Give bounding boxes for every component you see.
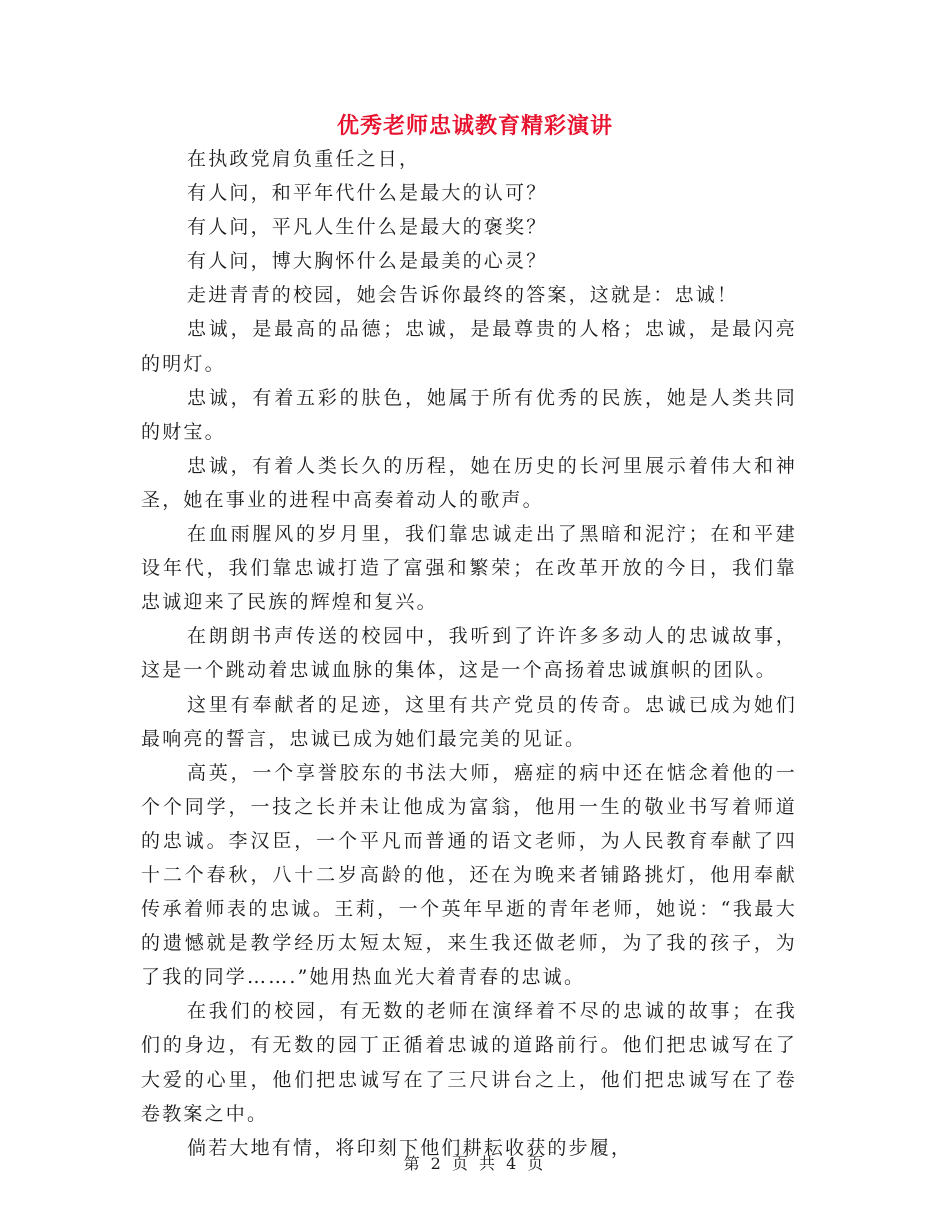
paragraph: 在我们的校园，有无数的老师在演绎着不尽的忠诚的故事；在我们的身边，有无数的园丁正循着忠诚的道路前行。他们把忠诚写在了大爱的心里，他们把忠诚写在了三尺讲台之上，他们把忠诚写在了卷卷教案之中。	[141, 1000, 797, 1125]
paragraph: 倘若大地有情，将印刻下他们耕耘收获的步履，	[187, 1136, 633, 1159]
paragraph: 走进青青的校园，她会告诉你最终的答案，这就是：忠诚！	[187, 284, 739, 307]
document-body	[141, 142, 797, 1165]
paragraph: 忠诚，有着人类长久的历程，她在历史的长河里展示着伟大和神圣，她在事业的进程中高奏着动人的歌声。	[141, 454, 797, 511]
paragraph: 这里有奉献者的足迹，这里有共产党员的传奇。忠诚已成为她们最响亮的誓言，忠诚已成为她们最完美的见证。	[141, 693, 797, 750]
document-title: 优秀老师忠诚教育精彩演讲	[336, 113, 613, 139]
page-footer: 第 2 页 共 4 页	[403, 1154, 547, 1173]
paragraph: 有人问，博大胸怀什么是最美的心灵？	[187, 250, 548, 273]
paragraph: 有人问，和平年代什么是最大的认可？	[187, 182, 548, 205]
paragraph: 在朗朗书声传送的校园中，我听到了许许多多动人的忠诚故事，这是一个跳动着忠诚血脉的集体，这是一个高扬着忠诚旗帜的团队。	[141, 625, 797, 682]
paragraph: 忠诚，是最高的品德；忠诚，是最尊贵的人格；忠诚，是最闪亮的明灯。	[141, 318, 797, 375]
paragraph: 高英，一个享誉胶东的书法大师，癌症的病中还在惦念着他的一个个同学，一技之长并未让他成为富翁，他用一生的敬业书写着师道的忠诚。李汉臣，一个平凡而普通的语文老师，为人民教育奉献了四十二个春秋，八十二岁高龄的他，还在为晚来者铺路挑灯，他用奉献传承着师表的忠诚。王莉，一个英年早逝的青年老师，她说：“我最大的遗憾就是教学经历太短太短，来生我还做老师，为了我的孩子，为了我的同学…….”她用热血光大着青春的忠诚。	[141, 761, 797, 989]
paragraph: 有人问，平凡人生什么是最大的褒奖？	[187, 216, 548, 239]
paragraph: 在执政党肩负重任之日，	[187, 148, 421, 170]
paragraph: 在血雨腥风的岁月里，我们靠忠诚走出了黑暗和泥泞；在和平建设年代，我们靠忠诚打造了富强和繁荣；在改革开放的今日，我们靠忠诚迎来了民族的辉煌和复兴。	[141, 523, 797, 614]
paragraph: 忠诚，有着五彩的肤色，她属于所有优秀的民族，她是人类共同的财宝。	[141, 386, 797, 443]
